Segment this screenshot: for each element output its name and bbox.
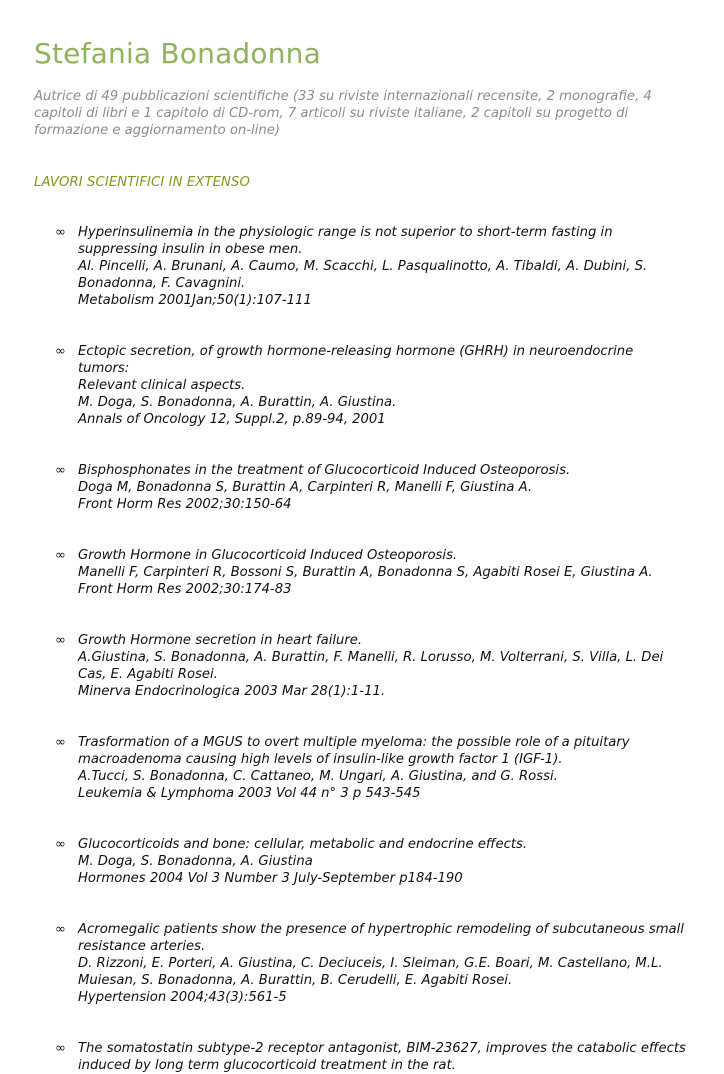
publication-authors-line: Cas, E. Agabiti Rosei. [78,667,218,682]
publication-title-line: Ectopic secretion, of growth hormone-releasing hormone (GHRH) in neuroendocrine tumors: [78,344,634,376]
publication-journal: Hypertension 2004;43(3):561-5 [78,990,287,1005]
publication-title-line: Trasformation of a MGUS to overt multiple myeloma: the possible role of a pituitary [78,735,630,750]
publication-journal: Hormones 2004 Vol 3 Number 3 July-September p184-190 [78,871,463,886]
infinity-bullet-icon: ∞ [55,548,66,563]
publication-journal: Front Horm Res 2002;30:150-64 [78,497,292,512]
publication-title-line: Bisphosphonates in the treatment of Glucocorticoid Induced Osteoporosis. [78,463,571,478]
publication-item [0,462,688,513]
infinity-bullet-icon: ∞ [55,344,66,359]
publication-title-line: resistance arteries. [78,939,206,954]
publication-item [0,343,688,428]
publication-authors-line: D. Rizzoni, E. Porteri, A. Giustina, C. Deciuceis, I. Sleiman, G.E. Boari, M. Castellano, M.L. [78,956,663,971]
publication-title-line: The somatostatin subtype-2 receptor antagonist, BIM-23627, improves the catabolic effects [78,1041,686,1056]
infinity-bullet-icon: ∞ [55,225,66,240]
publication-authors-line: Manelli F, Carpinteri R, Bossoni S, Burattin A, Bonadonna S, Agabiti Rosei E, Giustina A. [78,565,653,580]
publication-authors-line: M. Doga, S. Bonadonna, A. Burattin, A. Giustina. [78,395,397,410]
publication-item [0,224,688,309]
page-subtitle: Autrice di 49 pubblicazioni scientifiche (33 su riviste internazionali recensite, 2 monografie, 4 capitoli di libri e 1 capitolo di CD-rom, 7 articoli su riviste italiane, 2 capitoli su progetto di formazione e aggiornamento on-line) [34,89,652,138]
publication-authors-line: Bonadonna, F. Cavagnini. [78,276,246,291]
publication-item [0,1040,688,1074]
publication-authors-line: Muiesan, S. Bonadonna, A. Burattin, B. Cerudelli, E. Agabiti Rosei. [78,973,513,988]
section-heading: LAVORI SCIENTIFICI IN EXTENSO [34,175,250,190]
publication-item [0,632,688,700]
publication-journal: Minerva Endocrinologica 2003 Mar 28(1):1-11. [78,684,386,699]
publication-item [0,921,688,1006]
publication-list [0,224,724,1074]
infinity-bullet-icon: ∞ [55,922,66,937]
publication-journal: Front Horm Res 2002;30:174-83 [78,582,292,597]
infinity-bullet-icon: ∞ [55,735,66,750]
infinity-bullet-icon: ∞ [55,633,66,648]
publication-item [0,734,688,802]
publication-title-line: suppressing insulin in obese men. [78,242,303,257]
publication-authors-line: M. Doga, S. Bonadonna, A. Giustina [78,854,313,869]
publication-authors-line: A.Tucci, S. Bonadonna, C. Cattaneo, M. Ungari, A. Giustina, and G. Rossi. [78,769,558,784]
publication-item [0,836,688,887]
page-title: Stefania Bonadonna [34,37,321,70]
publication-item [0,547,688,598]
publication-title-line: Hyperinsulinemia in the physiologic range is not superior to short-term fasting in [78,225,613,240]
infinity-bullet-icon: ∞ [55,463,66,478]
publication-title-line: induced by long term glucocorticoid treatment in the rat. [78,1058,456,1073]
publication-journal: Metabolism 2001Jan;50(1):107-111 [78,293,312,308]
publication-title-line: Growth Hormone in Glucocorticoid Induced Osteoporosis. [78,548,458,563]
publication-authors-line: Doga M, Bonadonna S, Burattin A, Carpinteri R, Manelli F, Giustina A. [78,480,533,495]
publication-title-line: Glucocorticoids and bone: cellular, metabolic and endocrine effects. [78,837,528,852]
publication-title-line: Acromegalic patients show the presence of hypertrophic remodeling of subcutaneous small [78,922,684,937]
publication-title-line: macroadenoma causing high levels of insulin-like growth factor 1 (IGF-1). [78,752,563,767]
publication-journal: Annals of Oncology 12, Suppl.2, p.89-94, 2001 [78,412,386,427]
publication-title-line: Growth Hormone secretion in heart failure. [78,633,363,648]
infinity-bullet-icon: ∞ [55,837,66,852]
publication-authors-line: A.Giustina, S. Bonadonna, A. Burattin, F. Manelli, R. Lorusso, M. Volterrani, S. Villa, L. Dei [78,650,664,665]
publication-journal: Leukemia & Lymphoma 2003 Vol 44 n° 3 p 543-545 [78,786,421,801]
infinity-bullet-icon: ∞ [55,1041,66,1056]
publication-authors-line: Al. Pincelli, A. Brunani, A. Caumo, M. Scacchi, L. Pasqualinotto, A. Tibaldi, A. Dubini, S. [78,259,648,274]
publication-title-line: Relevant clinical aspects. [78,378,246,393]
